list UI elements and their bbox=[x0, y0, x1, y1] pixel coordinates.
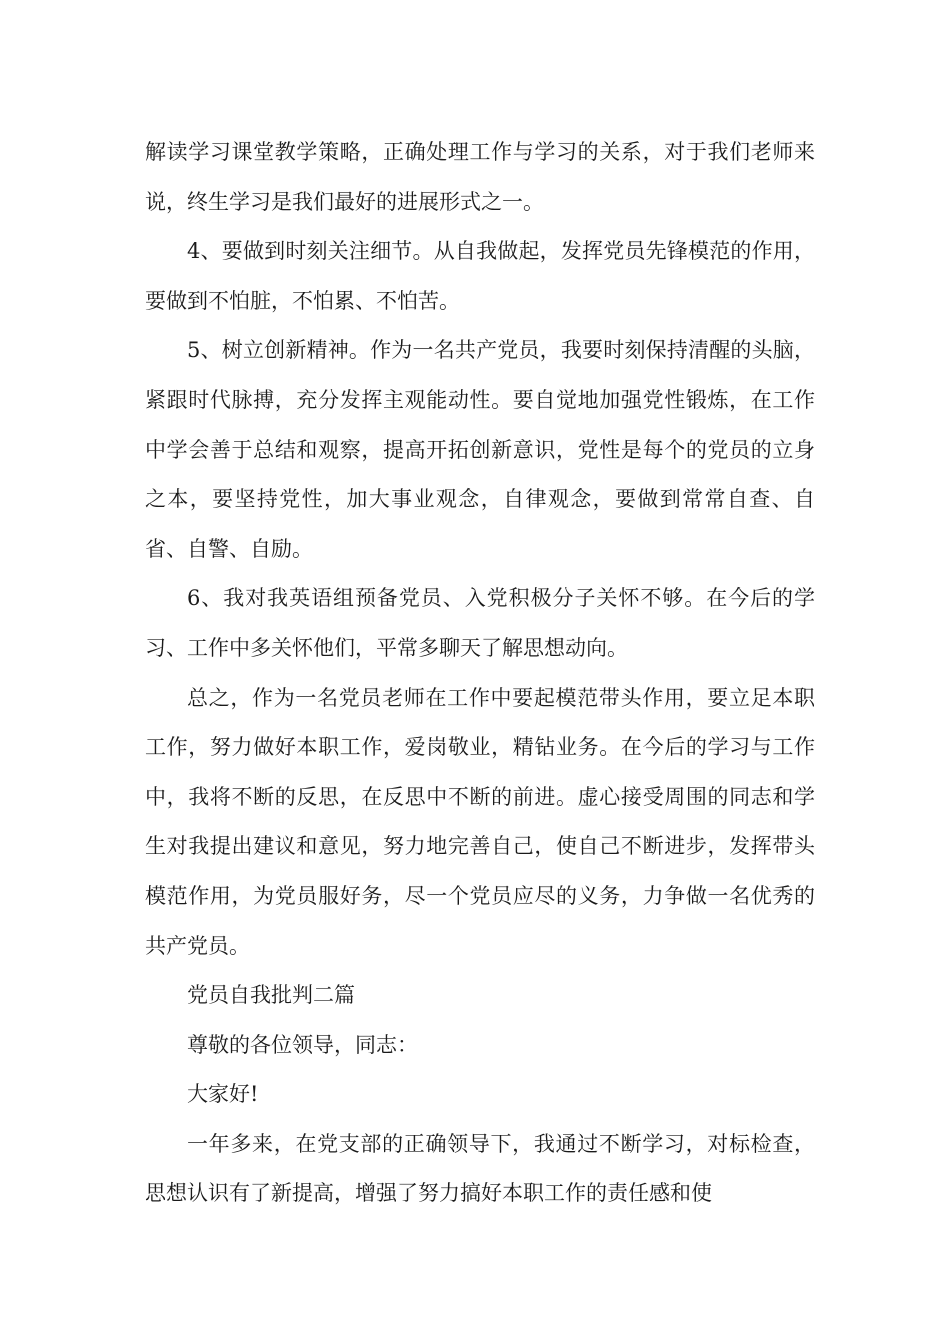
paragraph-summary: 总之，作为一名党员老师在工作中要起模范带头作用，要立足本职工作，努力做好本职工作，爱岗敬业，精钻业务。在今后的学习与工作中，我将不断的反思，在反思中不断的前进。虚心接受周围的同志和学生对我提出建议和意见，努力地完善自己，使自己不断进步，发挥带头模范作用，为党员服好务，尽一个党员应尽的义务，力争做一名优秀的共产党员。 bbox=[145, 685, 815, 958]
paragraph-item-5: 5、树立创新精神。作为一名共产党员，我要时刻保持清醒的头脑，紧跟时代脉搏，充分发挥主观能动性。要自觉地加强党性锻炼，在工作中学会善于总结和观察，提高开拓创新意识，党性是每个的党员的立身之本，要坚持党性，加大事业观念，自律观念，要做到常常自查、自省、自警、自励。 bbox=[145, 338, 815, 561]
paragraph-continuation: 解读学习课堂教学策略，正确处理工作与学习的关系，对于我们老师来说，终生学习是我们最好的进展形式之一。 bbox=[145, 140, 815, 214]
greeting: 大家好! bbox=[187, 1082, 259, 1107]
paragraph-intro: 一年多来，在党支部的正确领导下，我通过不断学习，对标检查，思想认识有了新提高，增强了努力搞好本职工作的责任感和使 bbox=[145, 1131, 815, 1206]
section-title: 党员自我批判二篇 bbox=[187, 983, 355, 1008]
salutation: 尊敬的各位领导，同志： bbox=[187, 1032, 418, 1057]
paragraph-item-6: 6、我对我英语组预备党员、入党积极分子关怀不够。在今后的学习、工作中多关怀他们，平常多聊天了解思想动向。 bbox=[145, 586, 815, 660]
paragraph-item-4: 4、要做到时刻关注细节。从自我做起，发挥党员先锋模范的作用，要做到不怕脏，不怕累、不怕苦。 bbox=[145, 239, 815, 313]
document-body bbox=[145, 128, 815, 1219]
